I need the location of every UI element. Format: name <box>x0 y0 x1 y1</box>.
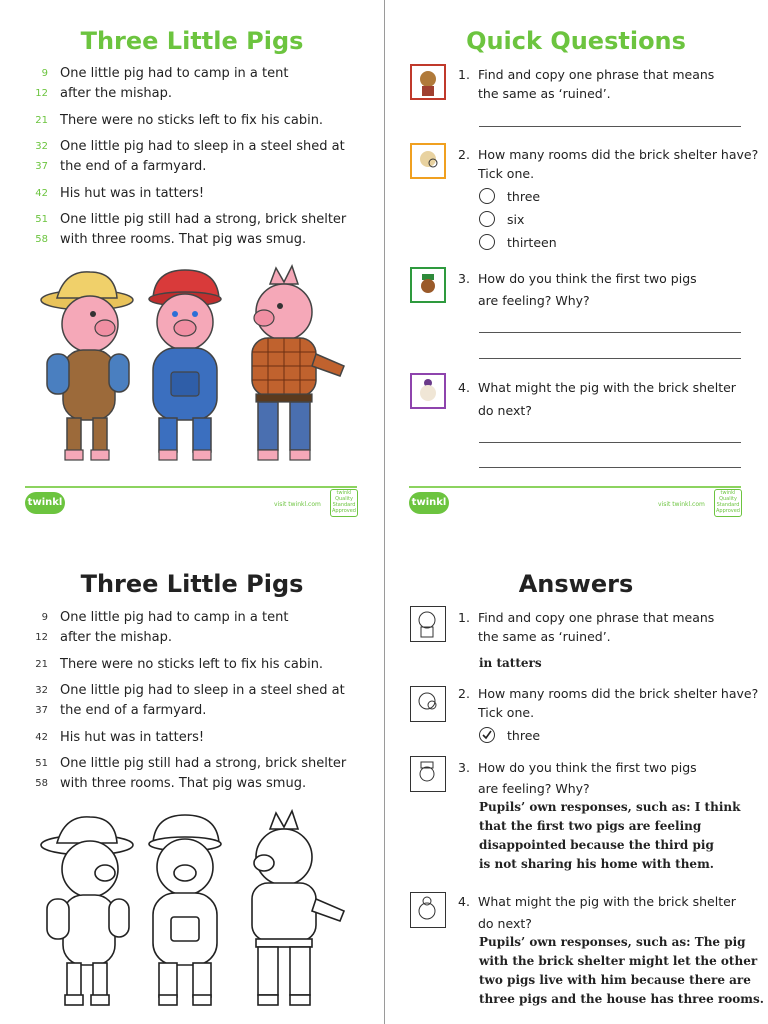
question-text: the same as ‘ruined’. <box>478 86 611 101</box>
pig-shirt-outline <box>252 811 344 1005</box>
question-number: 3. <box>458 760 470 775</box>
question-number: 2. <box>458 147 470 162</box>
answer-4-line: with the brick shelter might let the other <box>479 954 758 968</box>
answer-line[interactable] <box>479 442 741 443</box>
pig-straw-hat <box>41 272 133 460</box>
question-number: 1. <box>458 67 470 82</box>
answer-3-line: disappointed because the third pig <box>479 838 714 852</box>
passage-text: His hut was in tatters! <box>60 186 205 201</box>
answer-2: three <box>507 728 541 743</box>
question-text: Find and copy one phrase that means <box>478 67 715 82</box>
line-number: 37 <box>35 161 48 172</box>
line-number: 58 <box>35 234 48 245</box>
card-story-bw <box>0 512 384 1024</box>
twinkl-logo: twinkl <box>25 492 65 514</box>
option-radio[interactable] <box>479 211 495 227</box>
card-title: Three Little Pigs <box>80 27 304 55</box>
quality-badge: twinkl Quality Standard Approved <box>714 489 742 517</box>
card-answers <box>384 512 768 1024</box>
passage-text: One little pig still had a strong, brick shelter <box>60 756 347 771</box>
answer-3-line: that the first two pigs are feeling <box>479 819 702 833</box>
answer-line[interactable] <box>479 467 741 468</box>
question-text: do next? <box>478 403 532 418</box>
pig-plaid-shirt <box>252 266 344 460</box>
question-text: the same as ‘ruined’. <box>478 629 611 644</box>
passage-text: His hut was in tatters! <box>60 730 205 745</box>
question-number: 1. <box>458 610 470 625</box>
retrieval-dog-outline-icon <box>410 606 446 642</box>
question-text: Tick one. <box>478 166 535 181</box>
passage-text: after the mishap. <box>60 630 172 645</box>
passage-text: One little pig had to camp in a tent <box>60 610 289 625</box>
prediction-dog-icon <box>410 267 446 303</box>
answer-4-line: three pigs and the house has three rooms. <box>479 992 764 1006</box>
passage-text: There were no sticks left to fix his cabin. <box>60 113 324 128</box>
question-text: do next? <box>478 916 532 931</box>
question-number: 3. <box>458 271 470 286</box>
option-label: three <box>507 189 541 204</box>
inference-dog-outline-icon <box>410 686 446 722</box>
line-number: 42 <box>35 188 48 199</box>
question-number: 2. <box>458 686 470 701</box>
pig-straw-hat-outline <box>41 817 133 1005</box>
footer-line <box>409 486 741 488</box>
explanation-dog-outline-icon <box>410 892 446 928</box>
line-number: 58 <box>35 778 48 789</box>
line-number: 9 <box>41 68 48 79</box>
card-title: Three Little Pigs <box>80 570 304 598</box>
line-number: 37 <box>35 705 48 716</box>
quality-badge: twinkl Quality Standard Approved <box>330 489 358 517</box>
question-number: 4. <box>458 894 470 909</box>
card-title: Quick Questions <box>466 27 686 55</box>
checked-radio[interactable] <box>479 727 495 743</box>
question-text: Find and copy one phrase that means <box>478 610 715 625</box>
passage-text: One little pig had to camp in a tent <box>60 66 289 81</box>
question-text: are feeling? Why? <box>478 293 590 308</box>
line-number: 21 <box>35 115 48 126</box>
card-title: Answers <box>518 570 634 598</box>
three-pigs-outline-illustration <box>30 807 360 1017</box>
passage-text: One little pig had to sleep in a steel shed at <box>60 139 345 154</box>
question-text: How many rooms did the brick shelter have? <box>478 686 759 701</box>
explanation-dog-icon <box>410 373 446 409</box>
visit-link[interactable]: visit twinkl.com <box>274 501 321 508</box>
question-text: How do you think the first two pigs <box>478 760 697 775</box>
card-quick-questions <box>384 0 768 512</box>
prediction-dog-outline-icon <box>410 756 446 792</box>
retrieval-dog-icon <box>410 64 446 100</box>
passage-text: the end of a farmyard. <box>60 703 207 718</box>
answer-line[interactable] <box>479 332 741 333</box>
answer-line[interactable] <box>479 126 741 127</box>
answer-3-line: is not sharing his home with them. <box>479 857 714 871</box>
line-number: 12 <box>35 632 48 643</box>
three-pigs-illustration <box>30 262 360 472</box>
line-number: 51 <box>35 758 48 769</box>
question-number: 4. <box>458 380 470 395</box>
passage-text: One little pig still had a strong, brick shelter <box>60 212 347 227</box>
passage-text: with three rooms. That pig was smug. <box>60 232 307 247</box>
answer-1: in tatters <box>479 656 542 670</box>
check-icon <box>480 728 494 742</box>
question-text: What might the pig with the brick shelter <box>478 894 736 909</box>
line-number: 9 <box>41 612 48 623</box>
question-text: How do you think the first two pigs <box>478 271 697 286</box>
passage-text: after the mishap. <box>60 86 172 101</box>
pig-red-cap <box>149 270 221 460</box>
inference-dog-icon <box>410 143 446 179</box>
line-number: 12 <box>35 88 48 99</box>
line-number: 21 <box>35 659 48 670</box>
answer-line[interactable] <box>479 358 741 359</box>
option-radio[interactable] <box>479 234 495 250</box>
passage-text: with three rooms. That pig was smug. <box>60 776 307 791</box>
answer-3-line: Pupils’ own responses, such as: I think <box>479 800 741 814</box>
option-label: thirteen <box>507 235 557 250</box>
card-story-colour <box>0 0 384 512</box>
line-number: 32 <box>35 685 48 696</box>
question-text: are feeling? Why? <box>478 781 590 796</box>
pig-cap-outline <box>149 815 221 1005</box>
footer-line <box>25 486 357 488</box>
line-number: 32 <box>35 141 48 152</box>
line-number: 42 <box>35 732 48 743</box>
question-text: What might the pig with the brick shelter <box>478 380 736 395</box>
passage-text: One little pig had to sleep in a steel shed at <box>60 683 345 698</box>
line-number: 51 <box>35 214 48 225</box>
option-label: six <box>507 212 525 227</box>
visit-link[interactable]: visit twinkl.com <box>658 501 705 508</box>
answer-4-line: Pupils’ own responses, such as: The pig <box>479 935 746 949</box>
question-text: Tick one. <box>478 705 535 720</box>
option-radio[interactable] <box>479 188 495 204</box>
twinkl-logo: twinkl <box>409 492 449 514</box>
passage-text: the end of a farmyard. <box>60 159 207 174</box>
answer-4-line: two pigs live with him because there are <box>479 973 751 987</box>
question-text: How many rooms did the brick shelter have? <box>478 147 759 162</box>
passage-text: There were no sticks left to fix his cabin. <box>60 657 324 672</box>
